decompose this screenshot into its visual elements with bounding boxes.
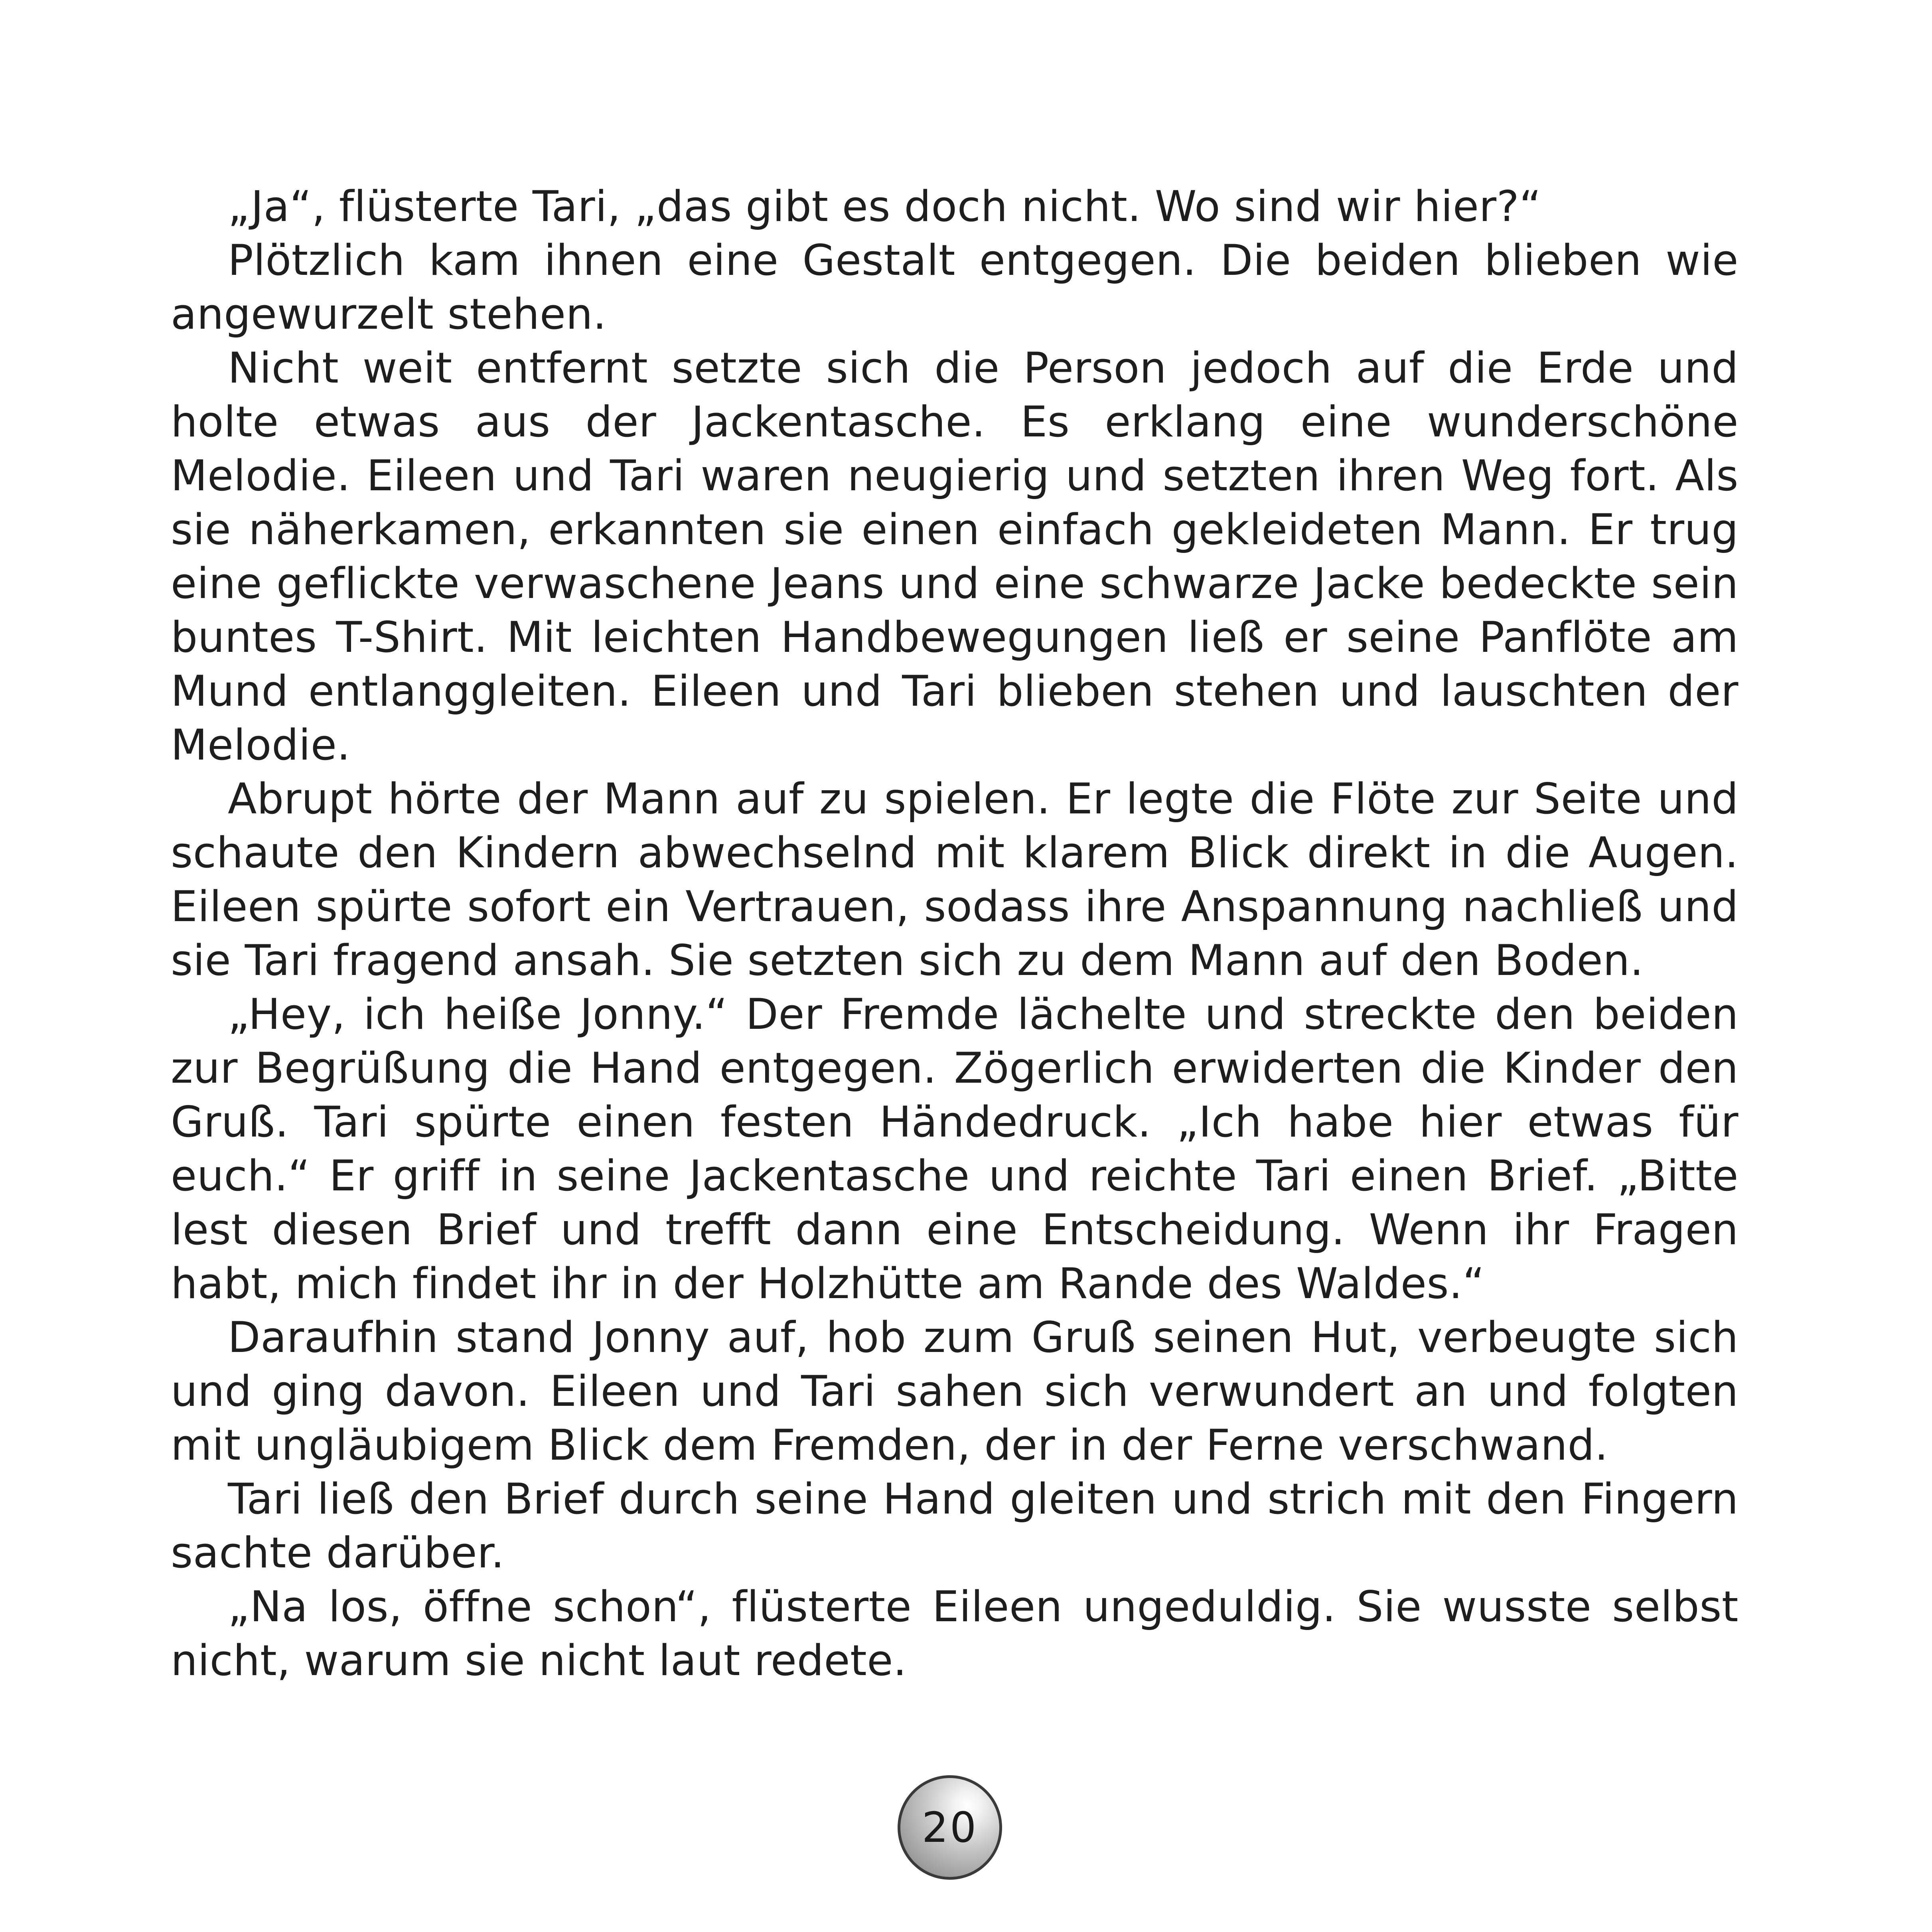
paragraph-3: Nicht weit entfernt setzte sich die Person jedoch auf die Erde und holte etwas aus der Jackentasche. Es erklang eine wunderschöne Melodie. Eileen und Tari waren neugierig und setzten ihren Weg fort. Als sie näherkamen, erkannten sie einen einfach gekleideten Mann. Er trug eine geflickte verwaschene Jeans und eine schwarze Jacke bedeckte sein buntes T-Shirt. Mit leichten Handbewegungen ließ er seine Panflöte am Mund entlanggleiten. Eileen und Tari blieben stehen und lauschten der Melodie. (171, 343, 1739, 770)
paragraph-7: Tari ließ den Brief durch seine Hand gleiten und strich mit den Fingern sachte darüber. (171, 1474, 1739, 1577)
paragraph-2: Plötzlich kam ihnen eine Gestalt entgegen. Die beiden blieben wie angewurzelt stehen. (171, 236, 1739, 339)
story-text (171, 180, 1739, 1687)
paragraph-1: „Ja“, flüsterte Tari, „das gibt es doch nicht. Wo sind wir hier?“ (228, 182, 1541, 231)
paragraph-4: Abrupt hörte der Mann auf zu spielen. Er legte die Flöte zur Seite und schaute den Kindern abwechselnd mit klarem Blick direkt in die Augen. Eileen spürte sofort ein Vertrauen, sodass ihre Anspannung nachließ und sie Tari fragend ansah. Sie setzten sich zu dem Mann auf den Boden. (171, 774, 1739, 985)
paragraph-6: Daraufhin stand Jonny auf, hob zum Gruß seinen Hut, verbeugte sich und ging davon. Eileen und Tari sahen sich verwundert an und folgten mit ungläubigem Blick dem Fremden, der in der Ferne verschwand. (171, 1313, 1739, 1470)
paragraph-8: „Na los, öffne schon“, flüsterte Eileen ungeduldig. Sie wusste selbst nicht, warum sie nicht laut redete. (171, 1582, 1739, 1685)
page-number-badge (898, 1775, 1002, 1880)
page-number: 20 (922, 1803, 978, 1852)
paragraph-5: „Hey, ich heiße Jonny.“ Der Fremde lächelte und streckte den beiden zur Begrüßung die Hand entgegen. Zögerlich erwiderten die Kinder den Gruß. Tari spürte einen festen Händedruck. „Ich habe hier etwas für euch.“ Er griff in seine Jackentasche und reichte Tari einen Brief. „Bitte lest diesen Brief und trefft dann eine Entscheidung. Wenn ihr Fragen habt, mich findet ihr in der Holzhütte am Rande des Waldes.“ (171, 990, 1739, 1308)
